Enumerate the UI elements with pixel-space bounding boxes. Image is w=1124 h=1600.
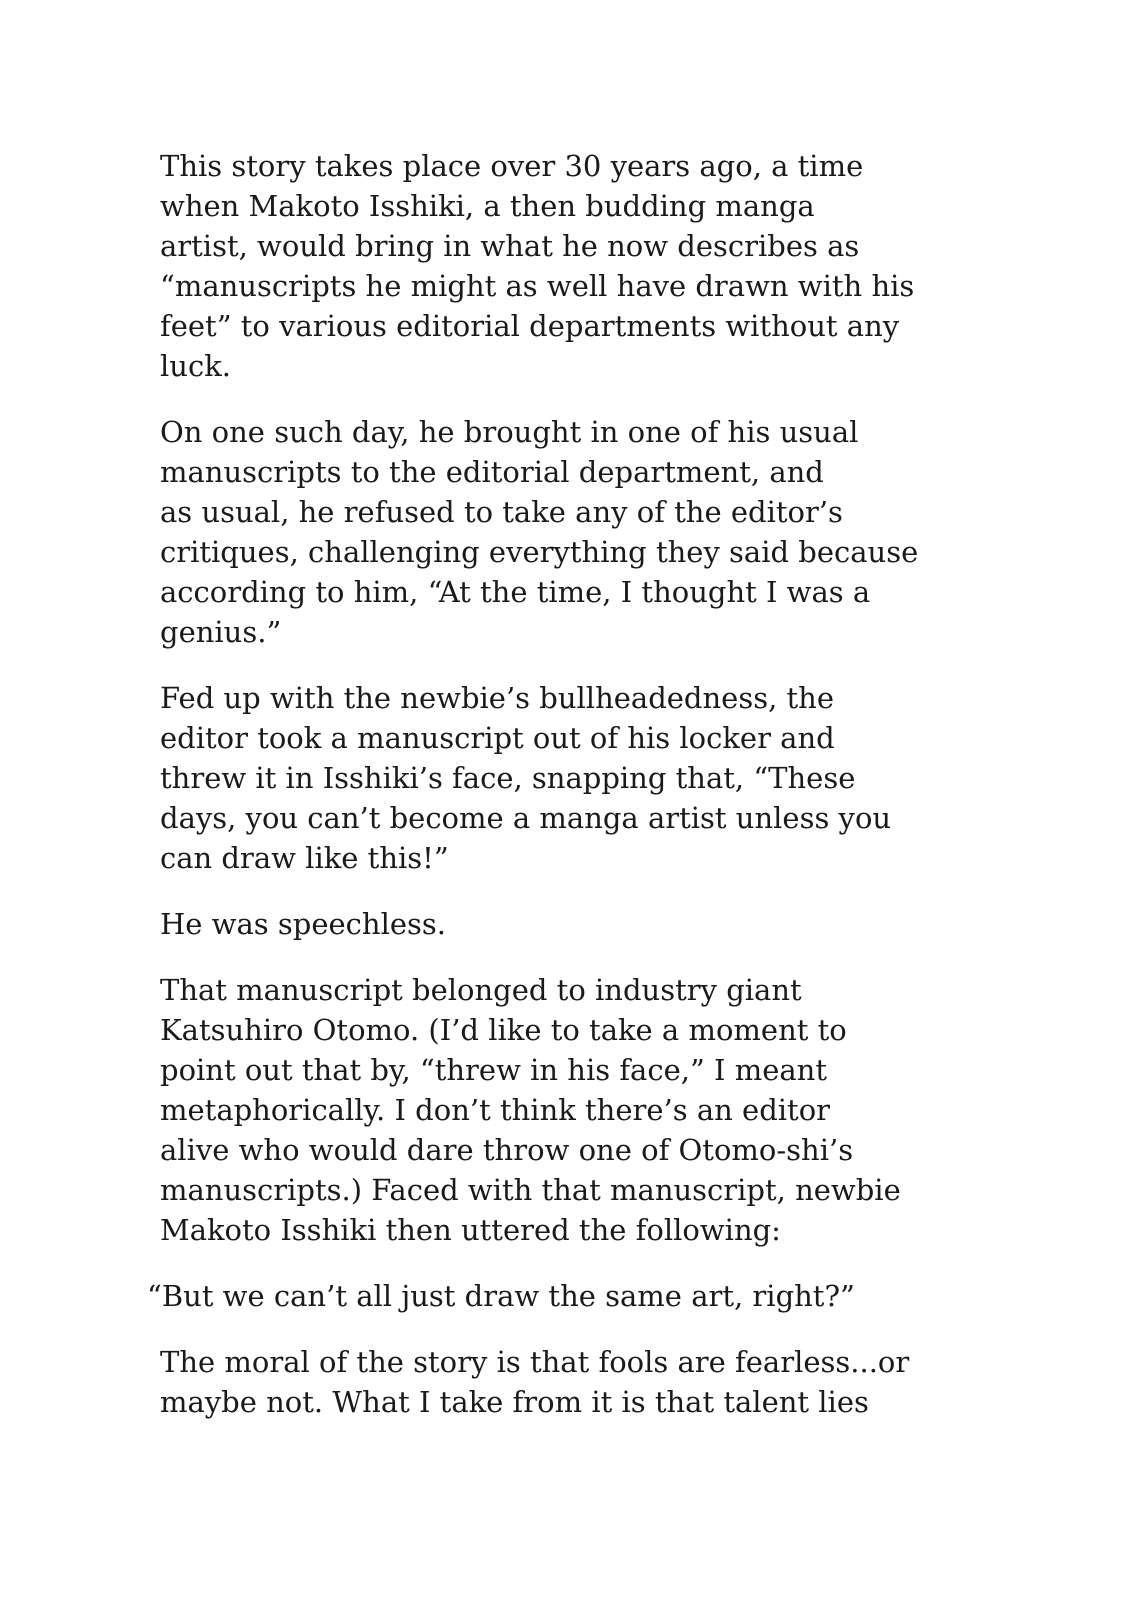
paragraph-editorial-visit: On one such day, he brought in one of his usual manuscripts to the editorial department, and as usual, he refused to take any of the editor’s critiques, challenging everything they said because according to him, “At the time, I thought I was a genius.” (160, 415, 919, 649)
body-text (147, 146, 940, 1448)
paragraph-quote: “But we can’t all just draw the same art, right?” (147, 1279, 855, 1313)
paragraph-moral: The moral of the story is that fools are fearless...or maybe not. What I take from it is that talent lies (160, 1345, 910, 1419)
paragraph-speechless: He was speechless. (160, 907, 446, 941)
paragraph-otomo: That manuscript belonged to industry giant Katsuhiro Otomo. (I’d like to take a moment to point out that by, “threw in his face,” I meant metaphorically. I don’t think there’s an editor alive who would dare throw one of Otomo-shi’s manuscripts.) Faced with that manuscript, newbie Makoto Isshiki then uttered the following: (160, 973, 901, 1247)
paragraph-editor-reaction: Fed up with the newbie’s bullheadedness, the editor took a manuscript out of his locker and threw it in Isshiki’s face, snapping that, “These days, you can’t become a manga artist unless you can draw like this!” (160, 681, 892, 875)
paragraph-intro: This story takes place over 30 years ago, a time when Makoto Isshiki, a then budding manga artist, would bring in what he now describes as “manuscripts he might as well have drawn with his feet” to various editorial departments without any luck. (160, 149, 915, 383)
